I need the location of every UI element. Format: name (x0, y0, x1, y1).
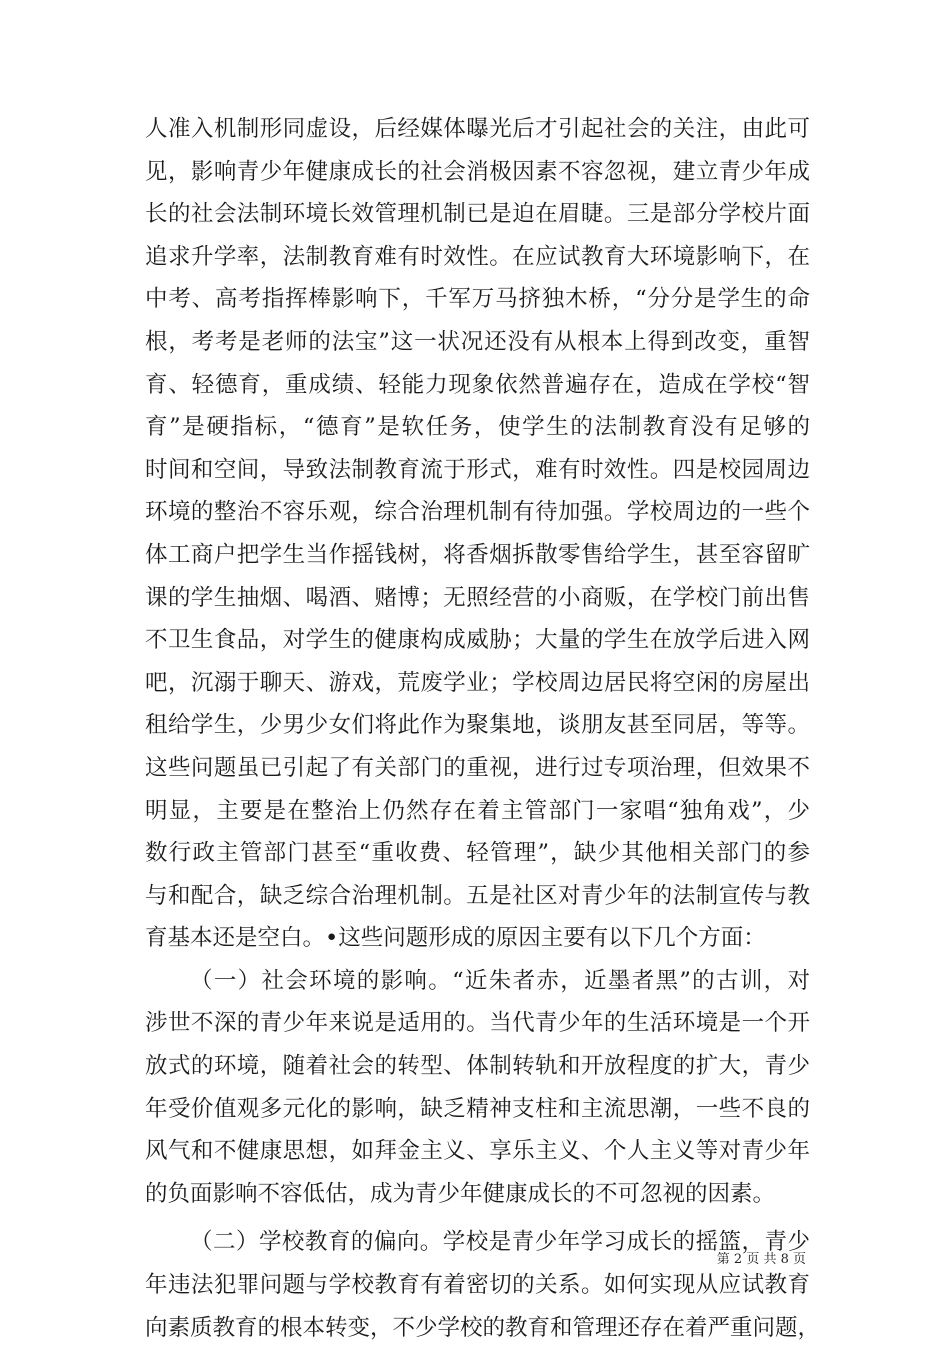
text-line: 年受价值观多元化的影响，缺乏精神支柱和主流思潮，一些不良的 (145, 1095, 810, 1122)
paragraph-2 (145, 960, 810, 1216)
text-line: 的负面影响不容低估，成为青少年健康成长的不可忽视的因素。 (145, 1180, 776, 1207)
text-line: （二）学校教育的偏向。学校是青少年学习成长的摇篮，青少 (190, 1229, 810, 1256)
text-line: 长的社会法制环境长效管理机制已是迫在眉睫。三是部分学校片面 (145, 201, 810, 228)
paragraph-3 (145, 1221, 821, 1349)
text-line: 时间和空间，导致法制教育流于形式，难有时效性。四是校园周边 (145, 456, 810, 483)
text-line: 体工商户把学生当作摇钱树，将香烟拆散零售给学生，甚至容留旷 (145, 541, 810, 568)
text-line: 育、轻德育，重成绩、轻能力现象依然普遍存在，造成在学校“智 (145, 371, 810, 398)
text-line: 吧，沉溺于聊天、游戏，荒废学业；学校周边居民将空闲的房屋出 (145, 669, 810, 696)
text-line: 育基本还是空白。•这些问题形成的原因主要有以下几个方面： (145, 925, 766, 952)
text-line: 与和配合，缺乏综合治理机制。五是社区对青少年的法制宣传与教 (145, 882, 810, 909)
text-line: 年违法犯罪问题与学校教育有着密切的关系。如何实现从应试教育 (145, 1272, 810, 1299)
text-line: 人准入机制形同虚设，后经媒体曝光后才引起社会的关注，由此可 (145, 116, 810, 142)
text-line: 这些问题虽已引起了有关部门的重视，进行过专项治理，但效果不 (145, 754, 810, 781)
text-line: 向素质教育的根本转变，不少学校的教育和管理还存在着严重问题， (145, 1314, 821, 1341)
text-line: 明显，主要是在整治上仍然存在着主管部门一家唱“独角戏”，少 (145, 797, 810, 824)
text-line: 育”是硬指标，“德育”是软任务，使学生的法制教育没有足够的 (145, 414, 810, 441)
text-line: （一）社会环境的影响。“近朱者赤，近墨者黑”的古训，对 (190, 967, 810, 994)
paragraph-1 (145, 108, 810, 960)
text-line: 根，考考是老师的法宝”这一状况还没有从根本上得到改变，重智 (145, 328, 810, 355)
text-line: 不卫生食品，对学生的健康构成威胁；大量的学生在放学后进入网 (145, 627, 810, 654)
page-number-footer: 第 2 页 共 8 页 (716, 1252, 806, 1267)
text-line: 环境的整治不容乐观，综合治理机制有待加强。学校周边的一些个 (145, 499, 810, 526)
text-line: 追求升学率，法制教育难有时效性。在应试教育大环境影响下，在 (145, 243, 810, 270)
text-line: 租给学生，少男少女们将此作为聚集地，谈朋友甚至同居，等等。 (145, 712, 810, 739)
text-line: 放式的环境，随着社会的转型、体制转轨和开放程度的扩大，青少 (145, 1053, 810, 1080)
text-line: 涉世不深的青少年来说是适用的。当代青少年的生活环境是一个开 (145, 1010, 810, 1037)
document-body (145, 108, 821, 1349)
text-line: 数行政主管部门甚至“重收费、轻管理”，缺少其他相关部门的参 (145, 840, 810, 867)
text-line: 见，影响青少年健康成长的社会消极因素不容忽视，建立青少年成 (145, 158, 810, 185)
text-line: 中考、高考指挥棒影响下，千军万马挤独木桥，“分分是学生的命 (145, 286, 810, 313)
text-line: 课的学生抽烟、喝酒、赌博；无照经营的小商贩，在学校门前出售 (145, 584, 810, 611)
text-line: 风气和不健康思想，如拜金主义、享乐主义、个人主义等对青少年 (145, 1138, 810, 1165)
